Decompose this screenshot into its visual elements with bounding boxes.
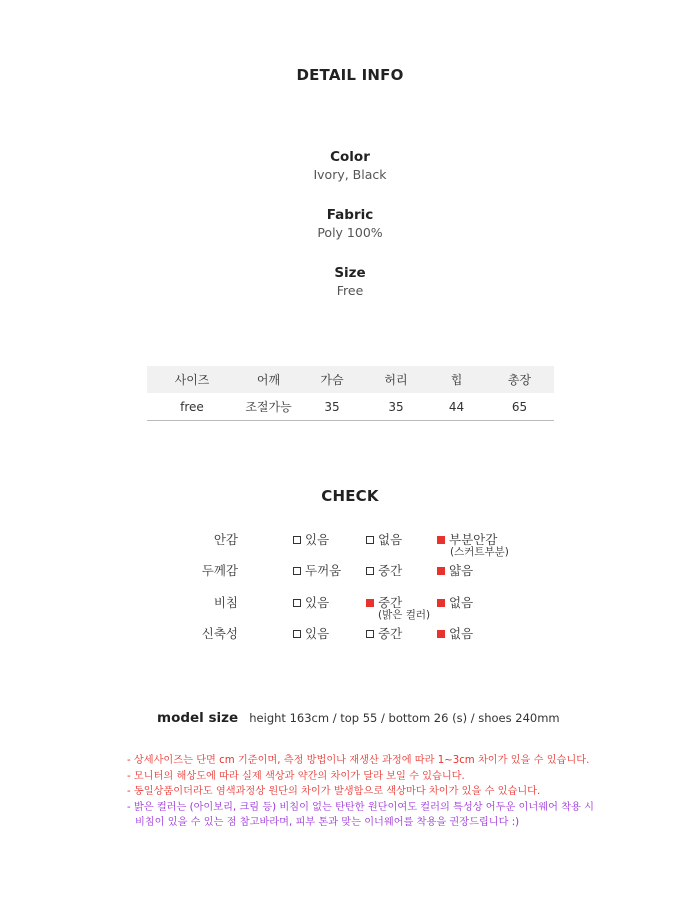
fabric-value: Poly 100% — [317, 225, 383, 240]
check-option: 중간 — [366, 561, 402, 579]
check-option-selected: 없음 — [437, 593, 473, 611]
size-table-cell: free — [147, 393, 237, 421]
check-option: 있음 — [293, 624, 329, 642]
checkbox-checked-icon — [437, 630, 445, 638]
size-table-cell: 65 — [485, 393, 554, 421]
size-table-cell: 44 — [428, 393, 485, 421]
note-line: - 모니터의 해상도에 따라 실제 색상과 약간의 차이가 달라 보일 수 있습니다. — [127, 770, 465, 782]
checkbox-icon — [366, 567, 374, 575]
check-row-label: 두께감 — [201, 563, 238, 578]
check-option: 있음 — [293, 530, 329, 548]
size-table-header: 사이즈 — [147, 366, 237, 393]
checkbox-icon — [293, 536, 301, 544]
note-line: - 밝은 컬러는 (아이보리, 크림 등) 비침이 없는 탄탄한 원단이여도 컬러의 특성상 어두운 이너웨어 착용 시 — [127, 801, 594, 813]
size-table-header: 힙 — [428, 366, 485, 393]
checkbox-checked-icon — [437, 599, 445, 607]
checkbox-icon — [293, 630, 301, 638]
checkbox-icon — [293, 599, 301, 607]
checkbox-icon — [366, 630, 374, 638]
check-option: 두꺼움 — [293, 561, 341, 579]
size-label: Size — [334, 265, 366, 281]
checkbox-icon — [293, 567, 301, 575]
size-table — [147, 366, 554, 421]
check-row-label: 신축성 — [201, 626, 238, 641]
checkbox-checked-icon — [366, 599, 374, 607]
checkbox-checked-icon — [437, 567, 445, 575]
check-option-selected: 없음 — [437, 624, 473, 642]
check-row-label: 비침 — [213, 595, 238, 610]
notes — [127, 753, 594, 831]
color-label: Color — [330, 149, 370, 165]
size-table-header: 총장 — [485, 366, 554, 393]
check-option-note: (스커트부분) — [450, 546, 509, 558]
check-option: 중간 — [366, 624, 402, 642]
check-option: 있음 — [293, 593, 329, 611]
note-line: - 상세사이즈는 단면 cm 기준이며, 측정 방법이나 재생산 과정에 따라 1~3cm 차이가 있을 수 있습니다. — [127, 755, 590, 766]
size-table-header-row — [147, 366, 554, 393]
checkbox-icon — [366, 536, 374, 544]
fabric-label: Fabric — [326, 207, 374, 223]
checkbox-checked-icon — [437, 536, 445, 544]
table-row — [147, 393, 554, 421]
note-line: - 동일상품이더라도 염색과정상 원단의 차이가 발생함으로 색상마다 차이가 있을 수 있습니다. — [127, 786, 541, 797]
note-line: 비침이 있을 수 있는 점 참고바라며, 피부 톤과 맞는 이너웨어를 착용을 권장드립니다 :) — [135, 817, 520, 828]
model-size-label: model size — [157, 710, 239, 726]
size-value: Free — [336, 283, 364, 298]
check-option: 없음 — [366, 530, 402, 548]
check-row-label: 안감 — [213, 532, 238, 547]
check-option-selected: 중간 — [366, 593, 402, 611]
model-size-value: height 163cm / top 55 / bottom 26 (s) / shoes 240mm — [249, 711, 560, 725]
size-table-header: 허리 — [364, 366, 428, 393]
check-option-selected: 얇음 — [437, 561, 473, 579]
model-size — [157, 707, 560, 726]
check-title: CHECK — [321, 487, 379, 505]
size-table-cell: 35 — [300, 393, 364, 421]
size-table-cell: 조절가능 — [237, 393, 300, 421]
color-value: Ivory, Black — [313, 167, 387, 182]
check-option-selected: 부분안감 — [437, 530, 497, 548]
size-table-header: 어깨 — [237, 366, 300, 393]
check-option-note: (밝은 컬러) — [378, 609, 431, 621]
detail-info-title: DETAIL INFO — [296, 66, 404, 84]
size-table-header: 가슴 — [300, 366, 364, 393]
size-table-cell: 35 — [364, 393, 428, 421]
